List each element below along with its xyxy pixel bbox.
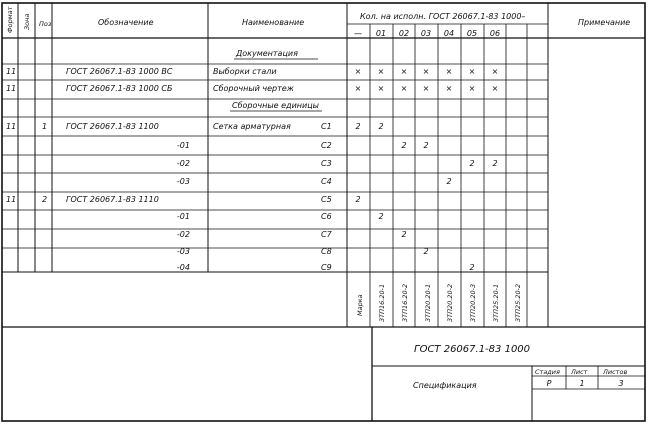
row-code: С6: [321, 212, 332, 221]
cross-mark: ×: [377, 67, 385, 76]
cross-mark: ×: [468, 67, 476, 76]
marka-value: 3ТП16.20-1: [378, 283, 386, 322]
variant-header: 02: [398, 29, 410, 38]
col-name-header: Наименование: [242, 18, 305, 27]
marka-value: 3ТП20.20-2: [446, 283, 454, 322]
table-row: [177, 230, 333, 239]
variant-header: 03: [420, 29, 432, 38]
cross-mark: ×: [491, 84, 499, 93]
row-designation: ГОСТ 26067.1-83 1110: [66, 195, 159, 204]
cross-mark: ×: [468, 84, 476, 93]
table-row: [177, 263, 332, 272]
row-designation: -02: [176, 159, 190, 168]
cross-mark: ×: [422, 84, 430, 93]
quantity-value: 2: [492, 159, 498, 168]
variant-header: 01: [375, 29, 387, 38]
quantity-value: 2: [469, 159, 475, 168]
variant-headers: [354, 29, 500, 38]
col-note-header: Примечание: [578, 18, 631, 27]
title-block-sheets: 3: [618, 379, 624, 388]
row-designation: -04: [176, 263, 190, 272]
row-format: 11: [6, 67, 17, 76]
section-documentation: Документация: [236, 49, 298, 58]
row-position: 2: [42, 195, 48, 204]
row-name: Сборочный чертеж: [213, 84, 294, 93]
row-code: С2: [321, 141, 332, 150]
col-quantity-header: Кол. на исполн. ГОСТ 26067.1-83 1000–: [360, 12, 526, 21]
row-format: 11: [6, 84, 17, 93]
row-code: С7: [321, 230, 332, 239]
quantity-value: 2: [423, 247, 429, 256]
title-block-stage: Р: [546, 379, 552, 388]
title-block-name: Спецификация: [413, 381, 477, 390]
title-block-designation: ГОСТ 26067.1-83 1000: [414, 344, 531, 355]
cross-mark: ×: [354, 67, 362, 76]
table-row: [6, 84, 295, 93]
row-designation: -01: [176, 212, 190, 221]
cross-mark: ×: [400, 84, 408, 93]
quantity-value: 2: [469, 263, 475, 272]
table-row: [6, 195, 332, 204]
col-zone-header: Зона: [23, 13, 31, 30]
cross-mark: ×: [377, 84, 385, 93]
row-designation: ГОСТ 26067.1-83 1100: [66, 122, 159, 131]
table-rows: [6, 67, 333, 272]
table-row: [177, 159, 332, 168]
row-designation: ГОСТ 26067.1-83 1000 ВС: [66, 67, 173, 76]
title-block-sheet: 1: [579, 379, 585, 388]
table-row: [177, 177, 332, 186]
row-position: 1: [42, 122, 48, 131]
cross-mark: ×: [445, 67, 453, 76]
marka-label: Марка: [356, 294, 364, 316]
variant-header: 06: [489, 29, 501, 38]
title-block-sheets-header: Листов: [603, 368, 628, 376]
marka-value: 3ТП25.20-2: [514, 283, 522, 322]
row-designation: -01: [176, 141, 190, 150]
row-format: 11: [6, 122, 17, 131]
row-designation: -02: [176, 230, 190, 239]
row-code: С8: [321, 247, 332, 256]
quantity-value: 2: [446, 177, 452, 186]
row-designation: -03: [176, 247, 190, 256]
table-row: [177, 247, 332, 256]
marka-row: [356, 284, 522, 322]
marka-value: 3ТП16.20-2: [401, 283, 409, 322]
title-block-sheet-header: Лист: [571, 368, 588, 376]
quantity-value: 2: [355, 195, 361, 204]
row-code: С3: [321, 159, 332, 168]
quantity-value: 2: [355, 122, 361, 131]
section-assembly-units: Сборочные единицы: [232, 101, 319, 110]
row-name: Выборки стали: [213, 67, 277, 76]
row-name: Сетка арматурная: [213, 122, 291, 131]
col-format-header: Формат: [6, 6, 14, 33]
quantity-value: 2: [423, 141, 429, 150]
col-designation-header: Обозначение: [98, 18, 154, 27]
row-code: С1: [321, 122, 332, 131]
quantity-value: 2: [401, 141, 407, 150]
cross-mark: ×: [445, 84, 453, 93]
col-pos-header: Поз.: [39, 20, 54, 28]
variant-header: —: [354, 29, 362, 38]
cross-mark: ×: [491, 67, 499, 76]
variant-header: 05: [466, 29, 478, 38]
cross-mark: ×: [422, 67, 430, 76]
quantity-value: 2: [401, 230, 407, 239]
cross-mark: ×: [354, 84, 362, 93]
table-row: [177, 141, 332, 150]
row-code: С9: [321, 263, 332, 272]
cross-mark: ×: [400, 67, 408, 76]
row-code: С4: [321, 177, 332, 186]
row-format: 11: [6, 195, 17, 204]
row-designation: -03: [176, 177, 190, 186]
table-row: [6, 67, 277, 76]
row-code: С5: [321, 195, 332, 204]
row-designation: ГОСТ 26067.1-83 1000 СБ: [66, 84, 173, 93]
title-block-stage-header: Стадия: [535, 368, 560, 376]
marka-value: 3ТП20.20-3: [469, 283, 477, 322]
table-row: [177, 212, 332, 221]
marka-value: 3ТП25.20-1: [492, 283, 500, 322]
quantity-value: 2: [378, 212, 384, 221]
quantity-value: 2: [378, 122, 384, 131]
variant-header: 04: [443, 29, 455, 38]
marka-value: 3ТП20.20-1: [424, 283, 432, 322]
quantity-cells: [355, 67, 499, 272]
table-row: [6, 122, 332, 131]
